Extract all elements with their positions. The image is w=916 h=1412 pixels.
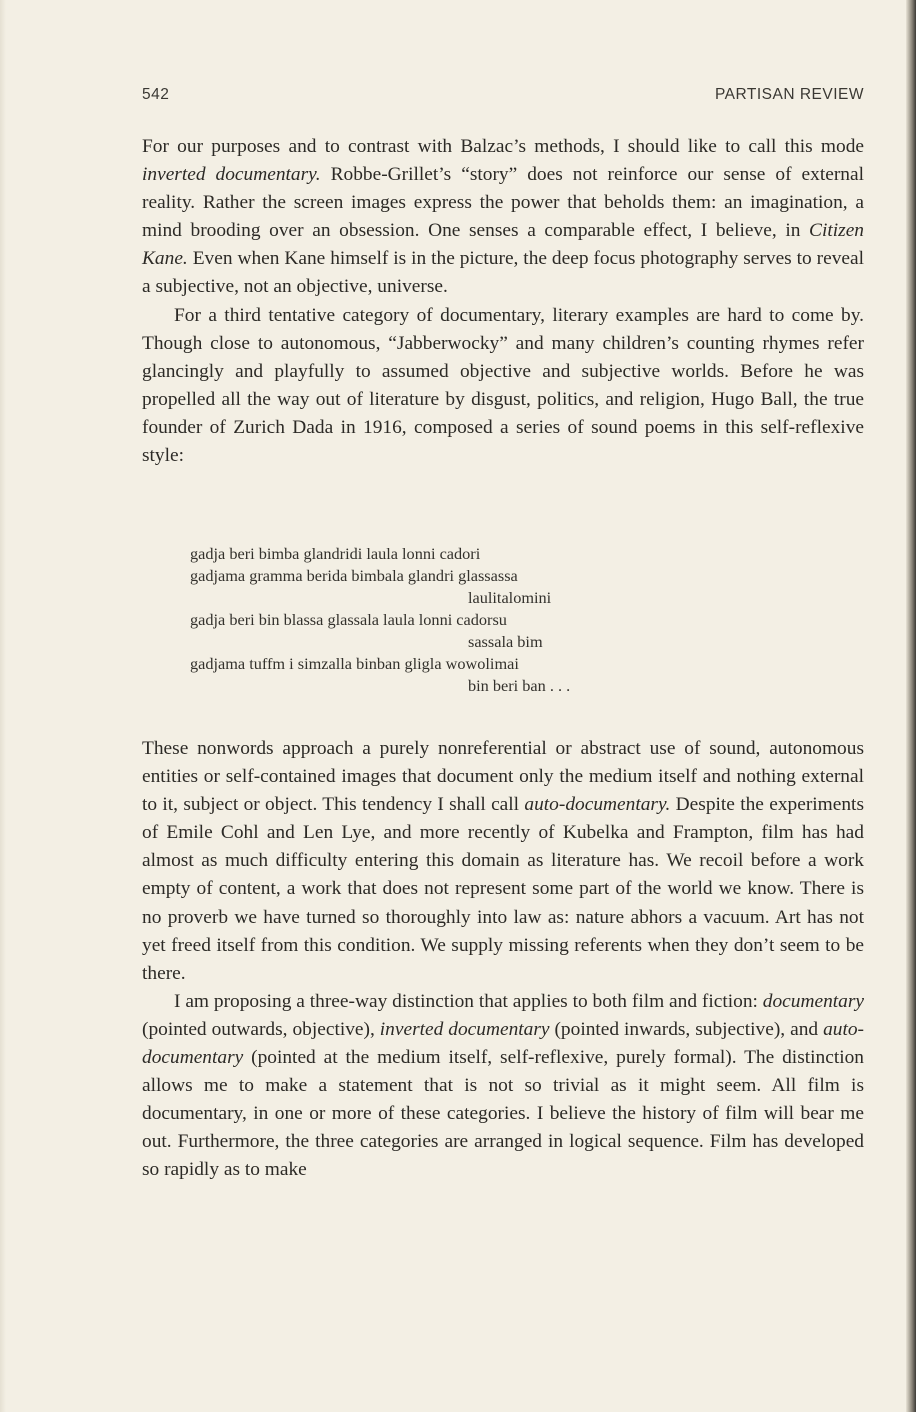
body-text-top (142, 133, 864, 470)
term-inverted-documentary-2: inverted documentary (379, 1018, 550, 1040)
poem-line: gadjama tuffm i simzalla binban gligla wowolimai (190, 654, 519, 673)
paragraph-4-text-a: I am proposing a three-way distinction that applies to both film and fiction: (174, 990, 763, 1012)
paragraph-3 (142, 735, 864, 988)
running-head (142, 86, 864, 110)
poem-line-continuation: sassala bim (468, 632, 543, 651)
paragraph-3-text-a: These nonwords approach a purely nonreferential or abstract use of sound, autonomous entities or self-contained images that document only the medium itself and nothing external to it, subject or object. This tendency I shall call (142, 738, 864, 816)
title-citizen-kane: Citizen Kane. (142, 220, 864, 270)
term-auto-documentary: auto-documentary. (524, 794, 671, 816)
paragraph-4 (142, 988, 864, 1185)
paragraph-1-text-c: Even when Kane himself is in the picture, the deep focus photography serves to reveal a subjective, not an objective, universe. (142, 248, 864, 298)
paragraph-2: For a third tentative category of documentary, literary examples are hard to come by. Though close to autonomous, “Jabberwocky” and many children’s counting rhymes refer glancingly and playfully to assumed objective and subjective worlds. Before he was propelled all the way out of literature by disgust, politics, and religion, Hugo Ball, the true founder of Zurich Dada in 1916, composed a series of sound poems in this self-reflexive style: (142, 304, 864, 467)
sound-poem (190, 543, 710, 697)
poem-line: gadja beri bimba glandridi laula lonni cadori (190, 544, 481, 563)
poem-line-continuation: laulitalomini (468, 588, 552, 607)
paragraph-4-text-c: (pointed inwards, subjective), and (549, 1018, 824, 1040)
poem-line: gadja beri bin blassa glassala laula lonni cadorsu (190, 610, 507, 629)
journal-title: PARTISAN REVIEW (714, 86, 864, 103)
poem-line-continuation: bin beri ban . . . (468, 676, 571, 695)
term-documentary: documentary (762, 990, 864, 1012)
poem-line: gadjama gramma berida bimbala glandri glassassa (190, 566, 518, 585)
term-inverted-documentary: inverted documentary. (142, 164, 321, 186)
page-left-margin (0, 0, 6, 1412)
page-number: 542 (142, 86, 170, 103)
paragraph-1-text-b: Robbe-Grillet’s “story” does not reinforce our sense of external reality. Rather the screen images express the power that beholds them: an imagination, a mind brooding over an obsession. One senses a comparable effect, I believe, in (142, 164, 864, 242)
body-text-bottom (142, 735, 864, 1185)
paragraph-3-text-b: Despite the experiments of Emile Cohl and Len Lye, and more recently of Kubelka and Frampton, film has had almost as much difficulty entering this domain as literature has. We recoil before a work empty of content, a work that does not represent some part of the world we know. There is no proverb we have turned so thoroughly into law as: nature abhors a vacuum. Art has not yet freed itself from this condition. We supply missing referents when they don’t seem to be there. (142, 794, 864, 984)
paragraph-1-text-a: For our purposes and to contrast with Balzac’s methods, I should like to call this mode (142, 136, 864, 157)
page-edge-shadow (906, 0, 916, 1412)
paragraph-1 (142, 133, 864, 302)
term-auto-documentary-2: auto-documentary (142, 1018, 864, 1069)
paragraph-4-text-d: (pointed at the medium itself, self-reflexive, purely formal). The distinction allows me to make a statement that is not so trivial as it might seem. All film is documentary, in one or more of these categories. I believe the history of film will bear me out. Furthermore, the three categories are arranged in logical sequence. Film has developed so rapidly as to make (142, 1047, 864, 1181)
paragraph-4-text-b: (pointed outwards, objective), (142, 1018, 380, 1040)
